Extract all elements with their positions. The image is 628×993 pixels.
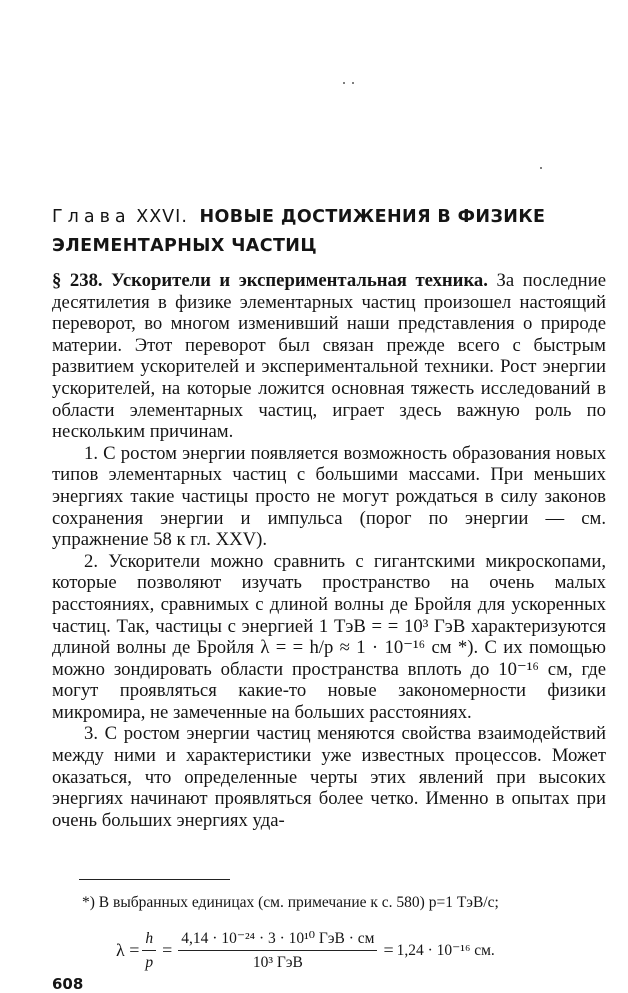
paragraph-3: 3. С ростом энергии частиц меняются свойства взаимодействий между ними и характеристики уже известных процессов. Может оказаться, что определенные черты этих явлений при высоких энергиях начинают проявляться более четко. Именно в опытах при очень больших энергиях уда-	[52, 723, 606, 831]
fraction-numerator: 4,14 · 10⁻²⁴ · 3 · 10¹⁰ ГэВ · см	[178, 929, 377, 951]
fraction-h-over-p	[142, 929, 156, 972]
footnote-formula	[116, 925, 495, 975]
footnote-text: *) В выбранных единицах (см. примечание к с. 580) p=1 ТэВ/c;	[82, 894, 499, 911]
print-speck	[343, 82, 345, 84]
section-body	[52, 270, 606, 831]
section-heading: § 238. Ускорители и экспериментальная техника.	[52, 270, 488, 291]
chapter-number: XXVI.	[136, 207, 188, 227]
print-speck	[540, 167, 542, 169]
chapter-title-line2: ЭЛЕМЕНТАРНЫХ ЧАСТИЦ	[52, 236, 317, 256]
paragraph-text: За последние десятилетия в физике элементарных частиц произошел настоящий переворот, во многом изменивший наши представления о природе материи. Этот переворот был связан прежде всего с быстрым развитием ускорителей и экспериментальной техники. Рост энергии ускорителей, на которые ложится основная тяжесть исследований в области элементарных частиц, играет здесь важную роль по нескольким причинам.	[52, 270, 606, 443]
formula-result: 1,24 · 10⁻¹⁶ см.	[396, 941, 495, 959]
chapter-heading	[52, 203, 612, 261]
chapter-title-line1: НОВЫЕ ДОСТИЖЕНИЯ В ФИЗИКЕ	[199, 207, 546, 227]
fraction-numerator: h	[142, 929, 156, 951]
page-number: 608	[52, 975, 84, 993]
paragraph-intro	[52, 270, 606, 443]
fraction-denominator: p	[145, 953, 154, 971]
equals-sign: =	[383, 939, 394, 960]
chapter-label: Глава	[52, 207, 131, 227]
formula-lhs: λ =	[116, 939, 140, 960]
footnote-divider	[79, 879, 230, 880]
fraction-numeric	[178, 929, 377, 972]
fraction-denominator: 10³ ГэВ	[252, 953, 303, 971]
equals-sign: =	[162, 939, 173, 960]
paragraph-1: 1. С ростом энергии появляется возможность образования новых типов элементарных частиц с большими массами. При меньших энергиях такие частицы просто не могут рождаться в силу законов сохранения энергии и импульса (порог по энергии — см. упражнение 58 к гл. XXV).	[52, 442, 606, 551]
paragraph-2: 2. Ускорители можно сравнить с гигантскими микроскопами, которые позволяют изучать пространство на очень малых расстояниях, сравнимых с длиной волны де Бройля для ускоренных частиц. Так, частицы с энергией 1 ТэВ = = 10³ ГэВ характеризуются длиной волны де Бройля λ = = h/p ≈ 1 · 10⁻¹⁶ см *). С их помощью можно зондировать области пространства вплоть до 10⁻¹⁶ см, где могут проявляться какие-то новые закономерности физики микромира, не замеченные на больших расстояниях.	[52, 550, 606, 723]
print-speck	[352, 82, 354, 84]
